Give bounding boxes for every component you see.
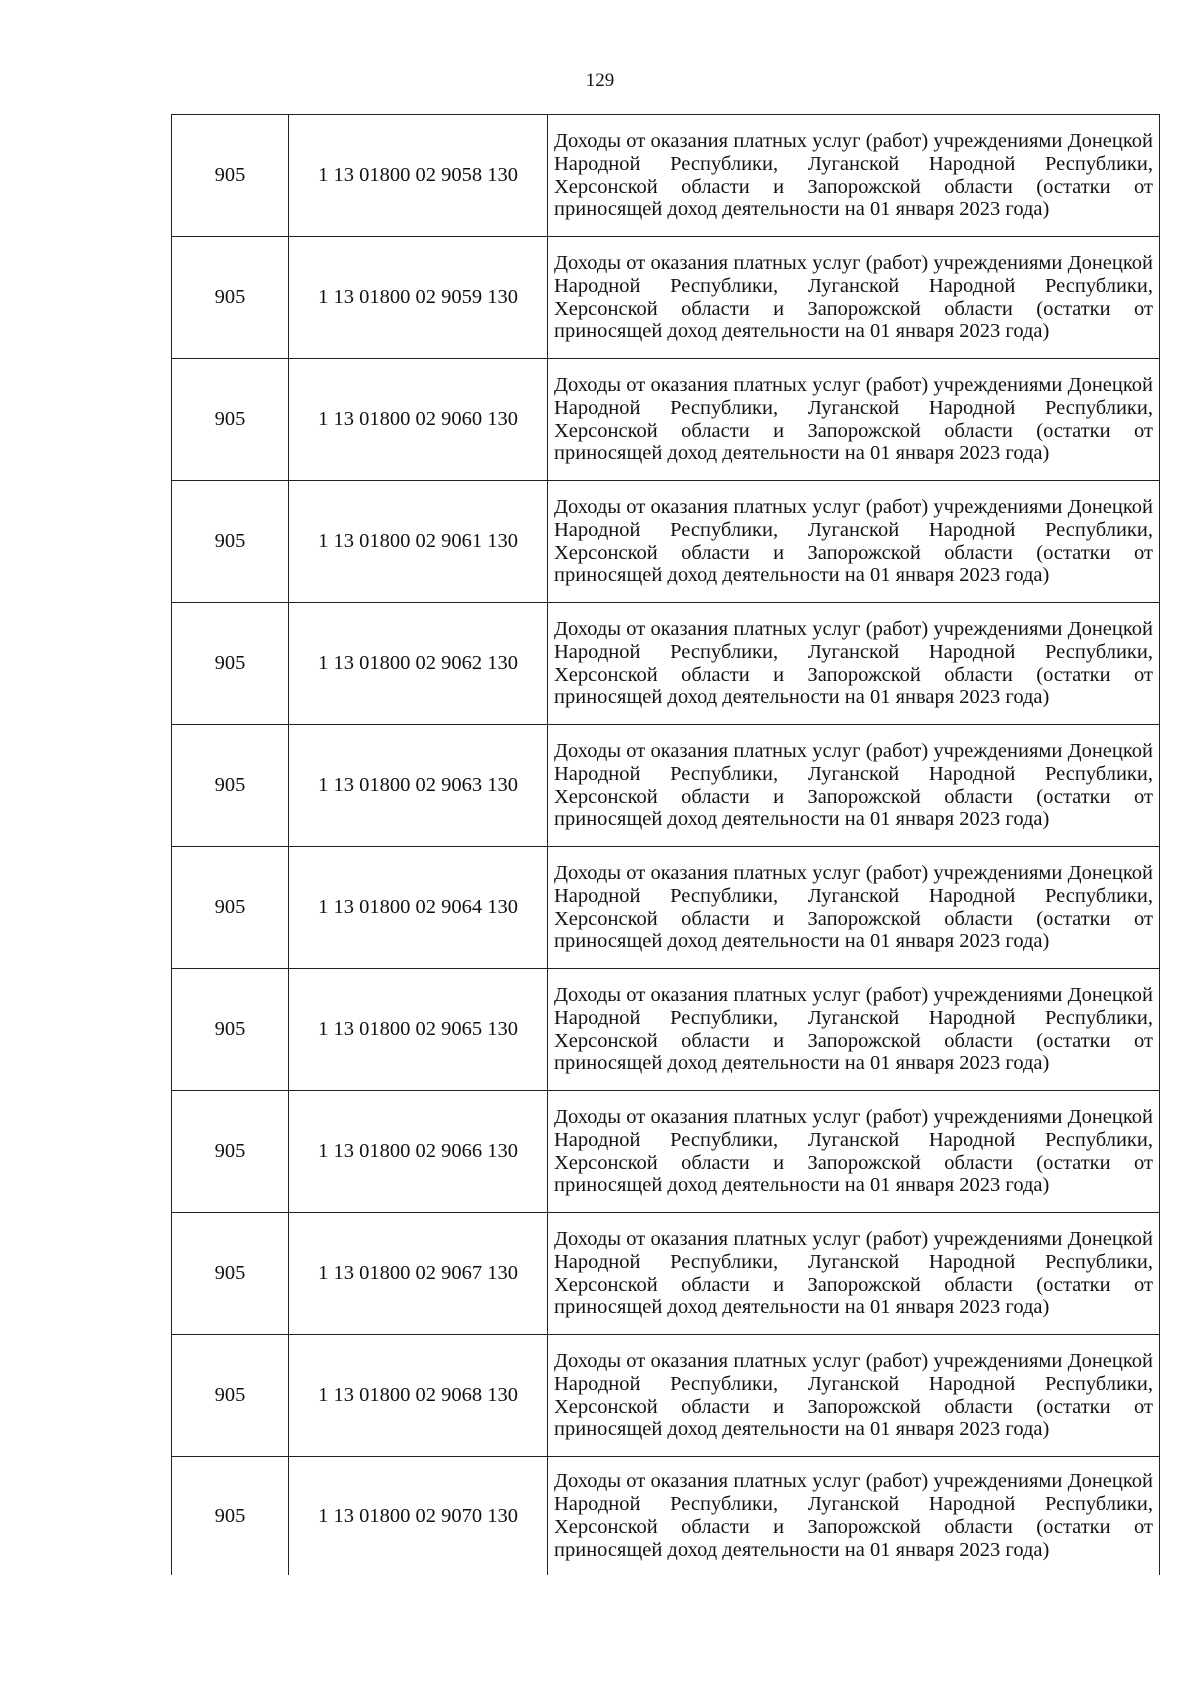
revenue-name-cell bbox=[548, 481, 1160, 603]
admin-code-cell: 905 bbox=[172, 969, 289, 1091]
budget-code-cell: 1 13 01800 02 9066 130 bbox=[289, 1091, 548, 1213]
budget-code-cell: 1 13 01800 02 9059 130 bbox=[289, 237, 548, 359]
budget-code-cell: 1 13 01800 02 9062 130 bbox=[289, 603, 548, 725]
table-row bbox=[172, 969, 1160, 1091]
table-row bbox=[172, 1213, 1160, 1335]
table-row bbox=[172, 1457, 1160, 1576]
revenue-name-cell bbox=[548, 1091, 1160, 1213]
revenue-name-cell bbox=[548, 847, 1160, 969]
admin-code-cell: 905 bbox=[172, 1335, 289, 1457]
admin-code-cell: 905 bbox=[172, 847, 289, 969]
revenue-name-text: Доходы от оказания платных услуг (работ) учреждениями Донецкой Народной Республики, Луганской Народной Республики, Херсонской области и Запорожской области (остатки от приносящей доход деятельности на 01 января 2023 года) bbox=[554, 1105, 1153, 1197]
budget-code-cell: 1 13 01800 02 9065 130 bbox=[289, 969, 548, 1091]
table-row bbox=[172, 1091, 1160, 1213]
admin-code-cell: 905 bbox=[172, 725, 289, 847]
admin-code-cell: 905 bbox=[172, 1091, 289, 1213]
page-number: 129 bbox=[585, 70, 615, 91]
revenue-name-text: Доходы от оказания платных услуг (работ) учреждениями Донецкой Народной Республики, Луганской Народной Республики, Херсонской области и Запорожской области (остатки от приносящей доход деятельности на 01 января 2023 года) bbox=[554, 1227, 1153, 1319]
revenue-name-cell bbox=[548, 969, 1160, 1091]
admin-code-cell: 905 bbox=[172, 1457, 289, 1576]
revenue-name-text: Доходы от оказания платных услуг (работ) учреждениями Донецкой Народной Республики, Луганской Народной Республики, Херсонской области и Запорожской области (остатки от приносящей доход деятельности на 01 января 2023 года) bbox=[554, 373, 1153, 465]
table-row bbox=[172, 237, 1160, 359]
budget-code-cell: 1 13 01800 02 9070 130 bbox=[289, 1457, 548, 1576]
revenue-name-text: Доходы от оказания платных услуг (работ) учреждениями Донецкой Народной Республики, Луганской Народной Республики, Херсонской области и Запорожской области (остатки от приносящей доход деятельности на 01 января 2023 года) bbox=[554, 1470, 1153, 1561]
admin-code-cell: 905 bbox=[172, 237, 289, 359]
admin-code-cell: 905 bbox=[172, 1213, 289, 1335]
table-row bbox=[172, 725, 1160, 847]
table-body bbox=[172, 115, 1160, 1576]
admin-code-cell: 905 bbox=[172, 481, 289, 603]
revenue-name-text: Доходы от оказания платных услуг (работ) учреждениями Донецкой Народной Республики, Луганской Народной Республики, Херсонской области и Запорожской области (остатки от приносящей доход деятельности на 01 января 2023 года) bbox=[554, 617, 1153, 709]
budget-code-cell: 1 13 01800 02 9058 130 bbox=[289, 115, 548, 237]
revenue-name-cell bbox=[548, 1213, 1160, 1335]
budget-code-cell: 1 13 01800 02 9061 130 bbox=[289, 481, 548, 603]
admin-code-cell: 905 bbox=[172, 115, 289, 237]
admin-code-cell: 905 bbox=[172, 359, 289, 481]
budget-code-cell: 1 13 01800 02 9064 130 bbox=[289, 847, 548, 969]
revenue-name-cell bbox=[548, 1457, 1160, 1576]
revenue-name-text: Доходы от оказания платных услуг (работ) учреждениями Донецкой Народной Республики, Луганской Народной Республики, Херсонской области и Запорожской области (остатки от приносящей доход деятельности на 01 января 2023 года) bbox=[554, 739, 1153, 831]
table-row bbox=[172, 115, 1160, 237]
budget-code-cell: 1 13 01800 02 9060 130 bbox=[289, 359, 548, 481]
revenue-name-cell bbox=[548, 237, 1160, 359]
revenue-name-cell bbox=[548, 725, 1160, 847]
revenue-name-text: Доходы от оказания платных услуг (работ) учреждениями Донецкой Народной Республики, Луганской Народной Республики, Херсонской области и Запорожской области (остатки от приносящей доход деятельности на 01 января 2023 года) bbox=[554, 251, 1153, 343]
revenue-codes-table bbox=[171, 114, 1160, 1575]
revenue-name-text: Доходы от оказания платных услуг (работ) учреждениями Донецкой Народной Республики, Луганской Народной Республики, Херсонской области и Запорожской области (остатки от приносящей доход деятельности на 01 января 2023 года) bbox=[554, 861, 1153, 953]
table-row bbox=[172, 481, 1160, 603]
admin-code-cell: 905 bbox=[172, 603, 289, 725]
revenue-name-text: Доходы от оказания платных услуг (работ) учреждениями Донецкой Народной Республики, Луганской Народной Республики, Херсонской области и Запорожской области (остатки от приносящей доход деятельности на 01 января 2023 года) bbox=[554, 495, 1153, 587]
revenue-name-text: Доходы от оказания платных услуг (работ) учреждениями Донецкой Народной Республики, Луганской Народной Республики, Херсонской области и Запорожской области (остатки от приносящей доход деятельности на 01 января 2023 года) bbox=[554, 983, 1153, 1075]
budget-code-cell: 1 13 01800 02 9068 130 bbox=[289, 1335, 548, 1457]
budget-code-cell: 1 13 01800 02 9063 130 bbox=[289, 725, 548, 847]
revenue-name-cell bbox=[548, 359, 1160, 481]
table-row bbox=[172, 847, 1160, 969]
revenue-name-text: Доходы от оказания платных услуг (работ) учреждениями Донецкой Народной Республики, Луганской Народной Республики, Херсонской области и Запорожской области (остатки от приносящей доход деятельности на 01 января 2023 года) bbox=[554, 1349, 1153, 1441]
table-row bbox=[172, 359, 1160, 481]
revenue-name-cell bbox=[548, 115, 1160, 237]
table-row bbox=[172, 603, 1160, 725]
revenue-name-cell bbox=[548, 1335, 1160, 1457]
budget-code-cell: 1 13 01800 02 9067 130 bbox=[289, 1213, 548, 1335]
table-row bbox=[172, 1335, 1160, 1457]
revenue-name-cell bbox=[548, 603, 1160, 725]
revenue-name-text: Доходы от оказания платных услуг (работ) учреждениями Донецкой Народной Республики, Луганской Народной Республики, Херсонской области и Запорожской области (остатки от приносящей доход деятельности на 01 января 2023 года) bbox=[554, 129, 1153, 221]
